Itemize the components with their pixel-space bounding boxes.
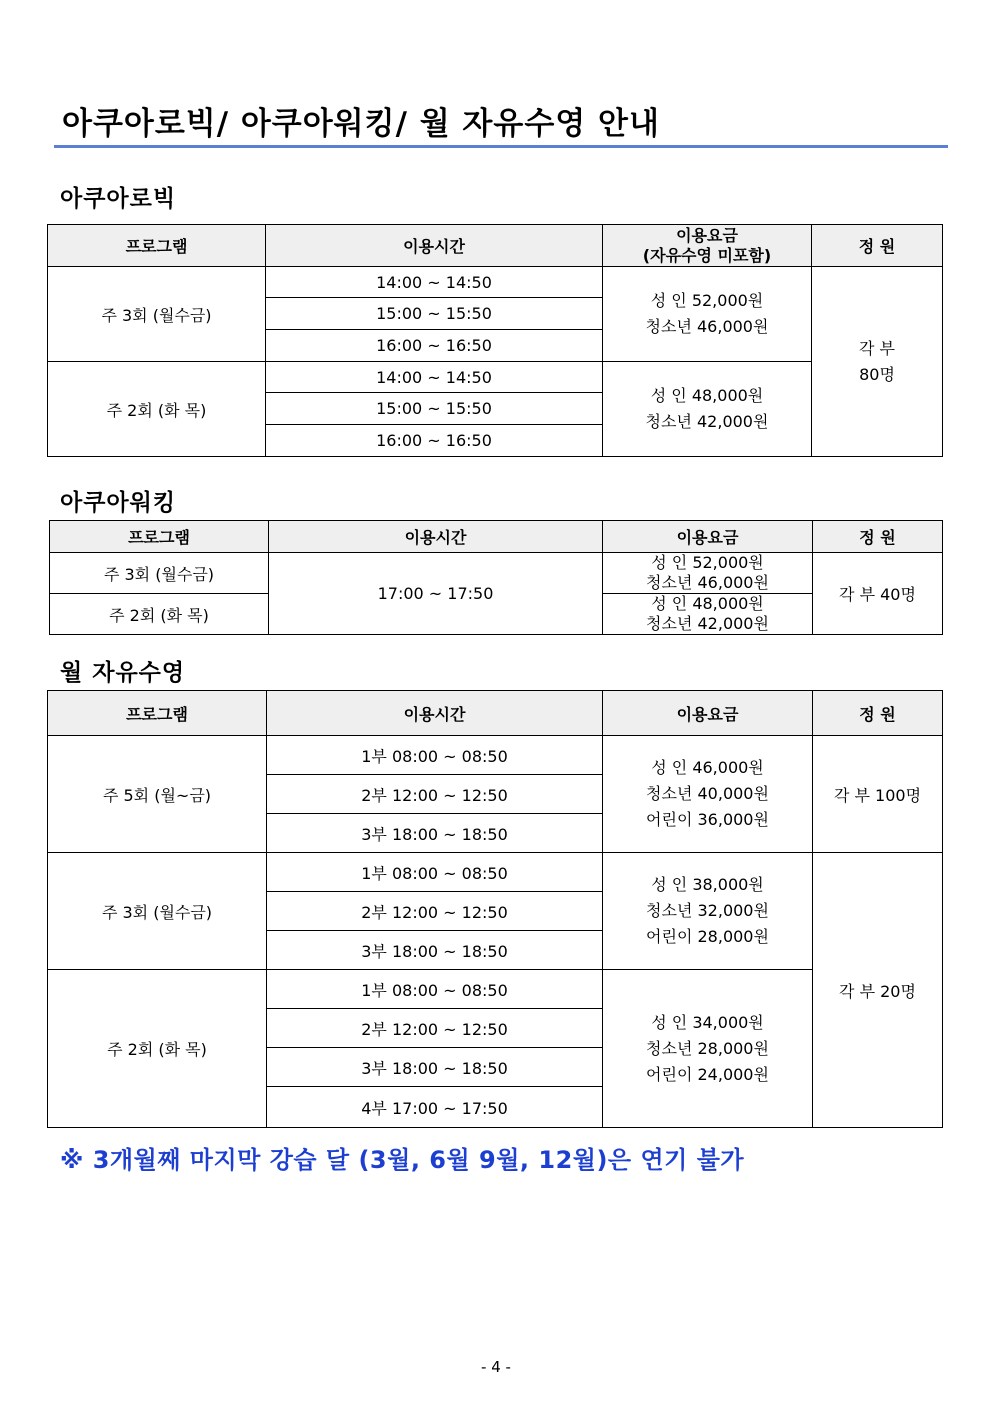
program-cell: 주 2회 (화 목) [50, 594, 269, 635]
fee-youth: 청소년 46,000원 [646, 573, 769, 592]
fee-adult: 성 인 38,000원 [651, 875, 764, 894]
header-program: 프로그램 [50, 521, 269, 553]
capacity-cell [812, 267, 943, 457]
time-cell: 4부 17:00 ~ 17:50 [267, 1087, 603, 1128]
time-cell: 3부 18:00 ~ 18:50 [267, 931, 603, 970]
capacity-cell: 각 부 40명 [813, 553, 943, 635]
fee-youth: 청소년 32,000원 [646, 901, 769, 920]
time-cell: 17:00 ~ 17:50 [269, 553, 603, 635]
fee-cell [603, 594, 813, 635]
aquawalking-table [49, 520, 943, 635]
header-capacity: 정 원 [813, 691, 943, 736]
fee-adult: 성 인 52,000원 [651, 553, 764, 572]
header-time: 이용시간 [266, 225, 603, 267]
fee-youth: 청소년 46,000원 [645, 317, 769, 336]
capacity-line2: 80명 [859, 364, 895, 384]
time-cell: 2부 12:00 ~ 12:50 [267, 1009, 603, 1048]
program-cell: 주 5회 (월~금) [48, 736, 267, 853]
header-fee-line1: 이용요금 [676, 225, 738, 245]
fee-cell [603, 553, 813, 594]
program-cell: 주 2회 (화 목) [48, 970, 267, 1128]
aquarobic-table [47, 224, 943, 457]
fee-adult: 성 인 46,000원 [651, 758, 764, 777]
capacity-cell: 각 부 100명 [813, 736, 943, 853]
time-cell: 1부 08:00 ~ 08:50 [267, 853, 603, 892]
program-cell: 주 3회 (월수금) [48, 267, 266, 362]
header-fee-line2: (자유수영 미포함) [642, 245, 772, 265]
page-title: 아쿠아로빅/ 아쿠아워킹/ 월 자유수영 안내 [62, 106, 660, 142]
time-cell: 14:00 ~ 14:50 [266, 362, 603, 393]
program-cell: 주 3회 (월수금) [50, 553, 269, 594]
page-number: - 4 - [481, 1358, 511, 1376]
header-fee: 이용요금 [603, 691, 813, 736]
time-cell: 14:00 ~ 14:50 [266, 267, 603, 298]
time-cell: 16:00 ~ 16:50 [266, 330, 603, 362]
fee-cell [603, 267, 812, 362]
title-divider [54, 145, 948, 148]
time-cell: 3부 18:00 ~ 18:50 [267, 1048, 603, 1087]
fee-youth: 청소년 42,000원 [646, 614, 769, 633]
time-cell: 15:00 ~ 15:50 [266, 298, 603, 330]
fee-youth: 청소년 42,000원 [645, 412, 769, 431]
fee-child: 어린이 36,000원 [646, 810, 769, 829]
time-cell: 3부 18:00 ~ 18:50 [267, 814, 603, 853]
fee-cell [603, 970, 813, 1128]
free-swim-heading: 월 자유수영 [60, 660, 186, 686]
header-capacity: 정 원 [812, 225, 943, 267]
time-cell: 1부 08:00 ~ 08:50 [267, 970, 603, 1009]
capacity-cell: 각 부 20명 [813, 853, 943, 1128]
header-time: 이용시간 [267, 691, 603, 736]
header-capacity: 정 원 [813, 521, 943, 553]
fee-youth: 청소년 28,000원 [646, 1038, 769, 1058]
fee-youth: 청소년 40,000원 [646, 784, 769, 803]
time-cell: 2부 12:00 ~ 12:50 [267, 892, 603, 931]
fee-cell [603, 853, 813, 970]
fee-child: 어린이 28,000원 [646, 927, 769, 946]
aquarobic-heading: 아쿠아로빅 [60, 186, 177, 212]
fee-cell [603, 736, 813, 853]
fee-adult: 성 인 48,000원 [650, 386, 764, 405]
fee-adult: 성 인 52,000원 [650, 291, 764, 310]
time-cell: 16:00 ~ 16:50 [266, 425, 603, 457]
postponement-notice: ※ 3개월째 마지막 강습 달 (3월, 6월 9월, 12월)은 연기 불가 [60, 1146, 745, 1174]
fee-adult: 성 인 48,000원 [651, 594, 764, 613]
time-cell: 15:00 ~ 15:50 [266, 393, 603, 425]
header-fee [603, 225, 812, 267]
header-program: 프로그램 [48, 691, 267, 736]
fee-child: 어린이 24,000원 [646, 1064, 769, 1084]
time-cell: 1부 08:00 ~ 08:50 [267, 736, 603, 775]
fee-adult: 성 인 34,000원 [651, 1012, 764, 1032]
capacity-line1: 각 부 [859, 338, 895, 358]
fee-cell [603, 362, 812, 457]
aquawalking-heading: 아쿠아워킹 [60, 490, 177, 516]
header-program: 프로그램 [48, 225, 266, 267]
header-fee: 이용요금 [603, 521, 813, 553]
free-swim-table [47, 690, 943, 1128]
header-time: 이용시간 [269, 521, 603, 553]
program-cell: 주 3회 (월수금) [48, 853, 267, 970]
time-cell: 2부 12:00 ~ 12:50 [267, 775, 603, 814]
program-cell: 주 2회 (화 목) [48, 362, 266, 457]
